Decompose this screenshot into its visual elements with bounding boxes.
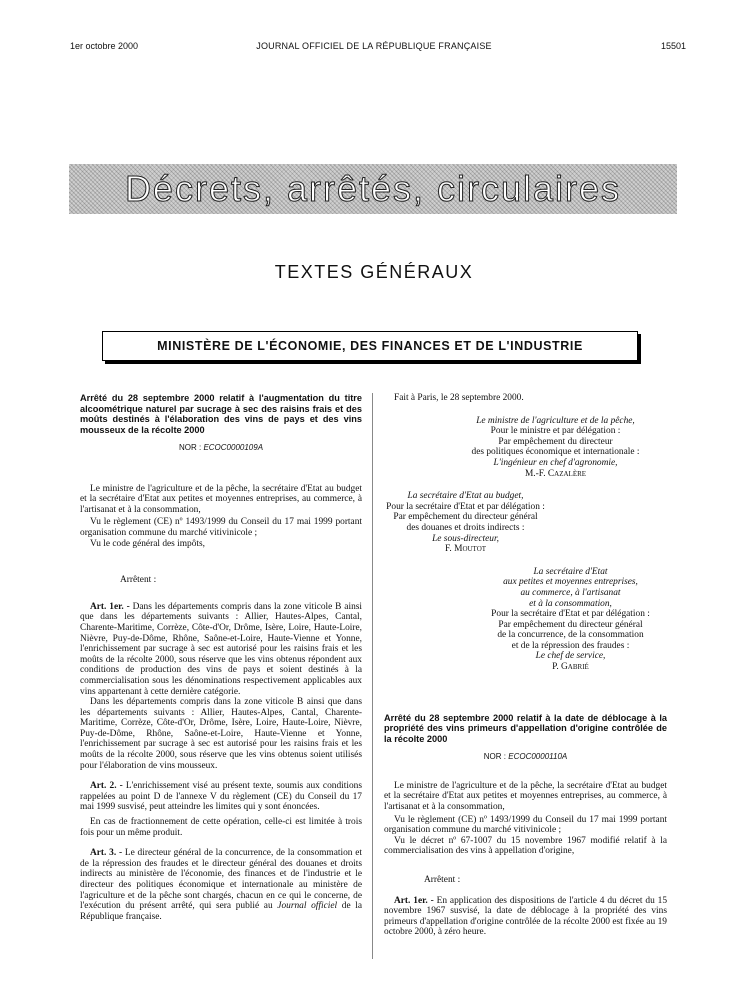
signatory-title: Le ministre de l'agriculture et de la pêche, <box>476 415 635 426</box>
signature-line: Pour la secrétaire d'Etat et par délégation : <box>386 501 545 512</box>
journal-officiel-ref: Journal officiel <box>277 901 338 912</box>
nor-code: ECOC0000109A <box>203 443 264 452</box>
nor-code: ECOC0000110A <box>508 752 568 762</box>
signature-line: Par empêchement du directeur général <box>393 512 538 523</box>
article-2-text: L'enrichissement visé au présent texte, soumis aux conditions rappelées au point D de l'annexe V du règlement (CE) du Conseil du 17 mai 1999 susvisé, peut atteindre les limites qui y sont énoncées. <box>80 781 362 813</box>
section-banner <box>69 164 677 214</box>
nor-label: NOR : <box>178 443 202 452</box>
article-3-end: de la République française. <box>80 901 363 922</box>
page-number: 15501 <box>660 41 686 51</box>
article-3-label: Art. 3. - <box>90 848 123 859</box>
signatory-name: F. Moutot <box>444 544 487 555</box>
signature-line: et à la consommation, <box>529 598 612 609</box>
page-header <box>30 41 718 55</box>
article-1-text: Dans les départements compris dans la zone viticole B ainsi que dans les départements suivants : Allier, Hautes-Alpes, Cantal, Charente-Maritime, Corrèze, Côte-d'Or, Drôme, Isère, Loire, Haute-Loire, Nièvre, Puy-de-Dôme, Rhône, Saône-et-Loire, Haute-Vienne et Yonne, l'enrichissement par sucrage à sec est autorisé pour les raisins frais et les moûts de la récolte 2000, sous réserve que les vins obtenus répondent aux conditions de production des vins de pays et soient destinés à la commercialisation sous les dénominations respectivement applicables aux vins appartenant à cette dernière catégorie. <box>80 601 363 697</box>
signature-line: et de la répression des fraudes : <box>511 640 630 651</box>
article-1 <box>384 896 667 938</box>
section-heading: TEXTES GÉNÉRAUX <box>274 262 474 282</box>
signature-line: L'ingénieur en chef d'agronomie, <box>493 457 618 468</box>
visa-2: Vu le décret nº 67-1007 du 15 novembre 1967 modifié relatif à la commercialisation des vins à appellation d'origine, <box>384 835 667 857</box>
nor-label: NOR : <box>483 752 506 762</box>
left-column <box>80 393 362 922</box>
signature-line: Le chef de service, <box>535 651 606 662</box>
nor-reference-1 <box>80 443 362 454</box>
signature-line: des politiques économique et internationale : <box>471 447 640 458</box>
arretent-label: Arrêtent : <box>424 874 461 885</box>
article-1 <box>80 602 362 697</box>
article-3-text: Le directeur général de la concurrence, de la consommation et de la répression des fraudes et le directeur général des douanes et droits indirects au ministère de l'économie, des finances et de l'industrie et le directeur des politiques économique et internationale au ministère de l'agriculture et de la pêche sont chargés, chacun en ce qui le concerne, de l'exécution du présent arrêté, qui sera publié au <box>80 848 362 912</box>
signatory-title: La secrétaire d'Etat au budget, <box>407 491 524 502</box>
signature-line: aux petites et moyennes entreprises, <box>503 577 638 588</box>
signature-block-2 <box>384 491 547 555</box>
preamble: Le ministre de l'agriculture et de la pêche, la secrétaire d'Etat au budget et la secrétaire d'Etat aux petites et moyennes entreprises, au commerce, à l'artisanat et à la consommation, <box>80 483 362 515</box>
ministry-box <box>102 331 638 361</box>
signature-line: Pour le ministre et par délégation : <box>490 426 621 437</box>
ministry-title: MINISTÈRE DE L'ÉCONOMIE, DES FINANCES ET DE L'INDUSTRIE <box>157 339 583 353</box>
article-1-label: Art. 1er. - <box>90 601 130 612</box>
decree-title-1: Arrêté du 28 septembre 2000 relatif à l'augmentation du titre alcoométrique naturel par sucrage à sec des raisins frais et des moûts destinés à l'élaboration des vins de pays et des vins mousseux de la récolte 2000 <box>80 393 362 435</box>
arretent-label: Arrêtent : <box>120 575 157 586</box>
visa-2: Vu le code général des impôts, <box>90 538 206 549</box>
decree-title-2: Arrêté du 28 septembre 2000 relatif à la date de déblocage à la propriété des vins primeurs d'appellation d'origine contrôlée de la récolte 2000 <box>384 712 667 744</box>
signature-line: Par empêchement du directeur <box>498 436 613 447</box>
article-2 <box>80 781 362 813</box>
signature-line: Le sous-directeur, <box>432 533 499 544</box>
signatory-title: La secrétaire d'Etat <box>533 566 608 577</box>
right-column <box>384 393 667 938</box>
signatory-name: P. Gabrié <box>552 662 589 673</box>
signature-block-3 <box>474 567 667 673</box>
preamble: Le ministre de l'agriculture et de la pêche, la secrétaire d'Etat au budget et la secrétaire d'Etat aux petites et moyennes entreprises, au commerce, à l'artisanat et à la consommation, <box>384 780 667 812</box>
signature-line: de la concurrence, de la consommation <box>497 630 644 641</box>
fait-a-paris: Fait à Paris, le 28 septembre 2000. <box>394 393 524 403</box>
banner-title: Décrets, arrêtés, circulaires <box>124 168 622 209</box>
column-divider <box>372 393 373 959</box>
signature-line: Par empêchement du directeur général <box>498 619 643 630</box>
signature-line: au commerce, à l'artisanat <box>520 587 621 598</box>
issue-date: 1er octobre 2000 <box>70 41 139 51</box>
article-1-label: Art. 1er. - <box>394 895 434 906</box>
nor-reference-2 <box>384 752 667 763</box>
visa-1: Vu le règlement (CE) nº 1493/1999 du Conseil du 17 mai 1999 portant organisation commune du marché vitivinicole ; <box>80 517 362 538</box>
signature-line: des douanes et droits indirects : <box>406 522 525 533</box>
article-3 <box>80 848 362 922</box>
journal-title: JOURNAL OFFICIEL DE LA RÉPUBLIQUE FRANÇAISE <box>256 41 492 51</box>
article-2-label: Art. 2. - <box>90 781 123 792</box>
signatory-name: M.-F. Cazalère <box>524 468 587 479</box>
article-2-para-2: En cas de fractionnement de cette opération, celle-ci est limitée à trois fois pour un même produit. <box>80 817 362 838</box>
visa-1: Vu le règlement (CE) nº 1493/1999 du Conseil du 17 mai 1999 portant organisation commune du marché vitivinicole ; <box>384 814 667 836</box>
signature-block-1 <box>444 416 667 480</box>
article-1-para-2: Dans les départements compris dans la zone viticole B ainsi que dans les départements suivants : Allier, Hautes-Alpes, Cantal, Charente-Maritime, Corrèze, Côte-d'Or, Drôme, Isère, Loire, Haute-Loire, Nièvre, Puy-de-Dôme, Rhône, Saône-et-Loire, Haute-Vienne et Yonne, l'enrichissement par sucrage à sec est autorisé pour les raisins frais et les moûts de la récolte 2000, sous réserve que les vins obtenus soient utilisés pour l'élaboration de vins mousseux. <box>80 697 362 771</box>
signature-line: Pour la secrétaire d'Etat et par délégation : <box>491 609 650 620</box>
article-1-text: En application des dispositions de l'article 4 du décret du 15 novembre 1967 susvisé, la date de déblocage à la propriété des vins primeurs d'appellation d'origine contrôlée de la récolte 2000 est fixée au 19 octobre 2000, à zéro heure. <box>384 895 668 938</box>
